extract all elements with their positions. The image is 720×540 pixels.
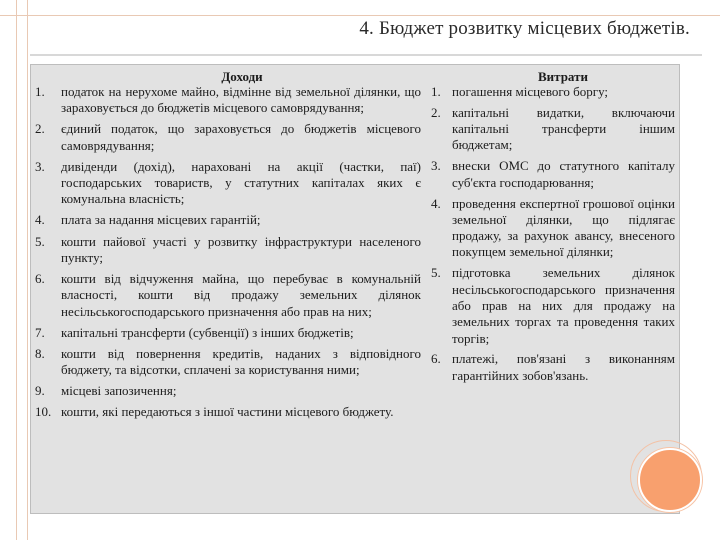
income-item	[31, 346, 423, 379]
expense-item	[427, 158, 679, 191]
income-item-number: 3.	[35, 158, 45, 174]
budget-table	[30, 64, 680, 514]
expense-list	[427, 84, 679, 384]
income-item-number: 5.	[35, 233, 45, 249]
income-item-number: 7.	[35, 324, 45, 340]
income-item-number: 1.	[35, 84, 45, 99]
expense-item-text: погашення місцевого боргу;	[452, 84, 609, 99]
expense-item-text: підготовка земельних ділянок несільськогосподарського призначення або прав на них для продажу на земельних торгах та проведення таких торгів;	[452, 265, 675, 346]
expense-item-number: 3.	[431, 158, 441, 174]
expense-item-text: платежі, пов'язані з виконанням гарантійних зобов'язань.	[452, 351, 675, 383]
title-divider	[30, 54, 702, 56]
income-item-number: 10.	[35, 404, 52, 420]
expense-item	[427, 196, 679, 261]
income-item	[31, 159, 423, 208]
income-item	[31, 121, 423, 154]
income-item	[31, 383, 423, 399]
income-item-text: кошти від відчуження майна, що перебуває в комунальній власності, кошти від продажу земельних ділянок несільськогосподарського призначення або прав на них;	[61, 270, 421, 319]
slide-frame-top	[0, 15, 720, 16]
expense-column	[427, 65, 679, 389]
expense-item-number: 5.	[431, 265, 441, 281]
expense-item-number: 1.	[431, 84, 441, 99]
decorative-circle	[638, 448, 702, 512]
expense-item	[427, 351, 679, 384]
expense-item	[427, 84, 679, 100]
income-column	[31, 65, 423, 425]
income-header: Доходи	[221, 69, 263, 84]
income-item-text: кошти від повернення кредитів, наданих з відповідного бюджету, та відсотки, сплачені за користування ними;	[61, 345, 421, 378]
slide-frame-left	[16, 0, 28, 540]
income-item-text: кошти, які передаються з іншої частини місцевого бюджету.	[61, 404, 394, 420]
income-item	[31, 325, 423, 341]
expense-item	[427, 265, 679, 346]
expense-item-number: 2.	[431, 104, 441, 120]
income-item	[31, 271, 423, 320]
income-item	[31, 84, 423, 117]
income-item	[31, 212, 423, 228]
expense-item	[427, 105, 679, 154]
income-item-number: 9.	[35, 383, 45, 399]
slide-title: 4. Бюджет розвитку місцевих бюджетів.	[359, 18, 690, 39]
expense-header: Витрати	[538, 69, 588, 84]
expense-item-text: внески ОМС до статутного капіталу суб'єкта господарювання;	[452, 158, 675, 190]
income-item-text: місцеві запозичення;	[61, 383, 177, 399]
expense-item-text: капітальні видатки, включаючи капітальні трансферти іншим бюджетам;	[452, 104, 675, 153]
income-item-number: 8.	[35, 345, 45, 361]
income-item-number: 6.	[35, 270, 45, 286]
income-list	[31, 84, 423, 421]
income-item-text: плата за надання місцевих гарантій;	[61, 212, 261, 228]
income-item	[31, 234, 423, 267]
income-item-number: 2.	[35, 121, 45, 137]
income-item-text: капітальні трансферти (субвенції) з інших бюджетів;	[61, 324, 354, 340]
income-item-text: податок на нерухоме майно, відмінне від земельної ділянки, що зараховується до бюджетів місцевого самоврядування;	[61, 84, 421, 116]
income-item-number: 4.	[35, 212, 45, 228]
income-item	[31, 404, 423, 420]
expense-item-number: 6.	[431, 351, 441, 367]
expense-item-text: проведення експертної грошової оцінки земельної ділянки, що підлягає продажу, за рахунок авансу, внесеного покупцем земельної ділянки;	[452, 195, 675, 260]
expense-item-number: 4.	[431, 195, 441, 211]
income-item-text: єдиний податок, що зараховується до бюджетів місцевого самоврядування;	[61, 121, 421, 153]
income-item-text: дивіденди (дохід), нараховані на акції (частки, паї) господарських товариств, у статутних капіталах яких є комунальна власність;	[61, 158, 421, 207]
income-item-text: кошти пайової участі у розвитку інфраструктури населеного пункту;	[61, 233, 421, 265]
